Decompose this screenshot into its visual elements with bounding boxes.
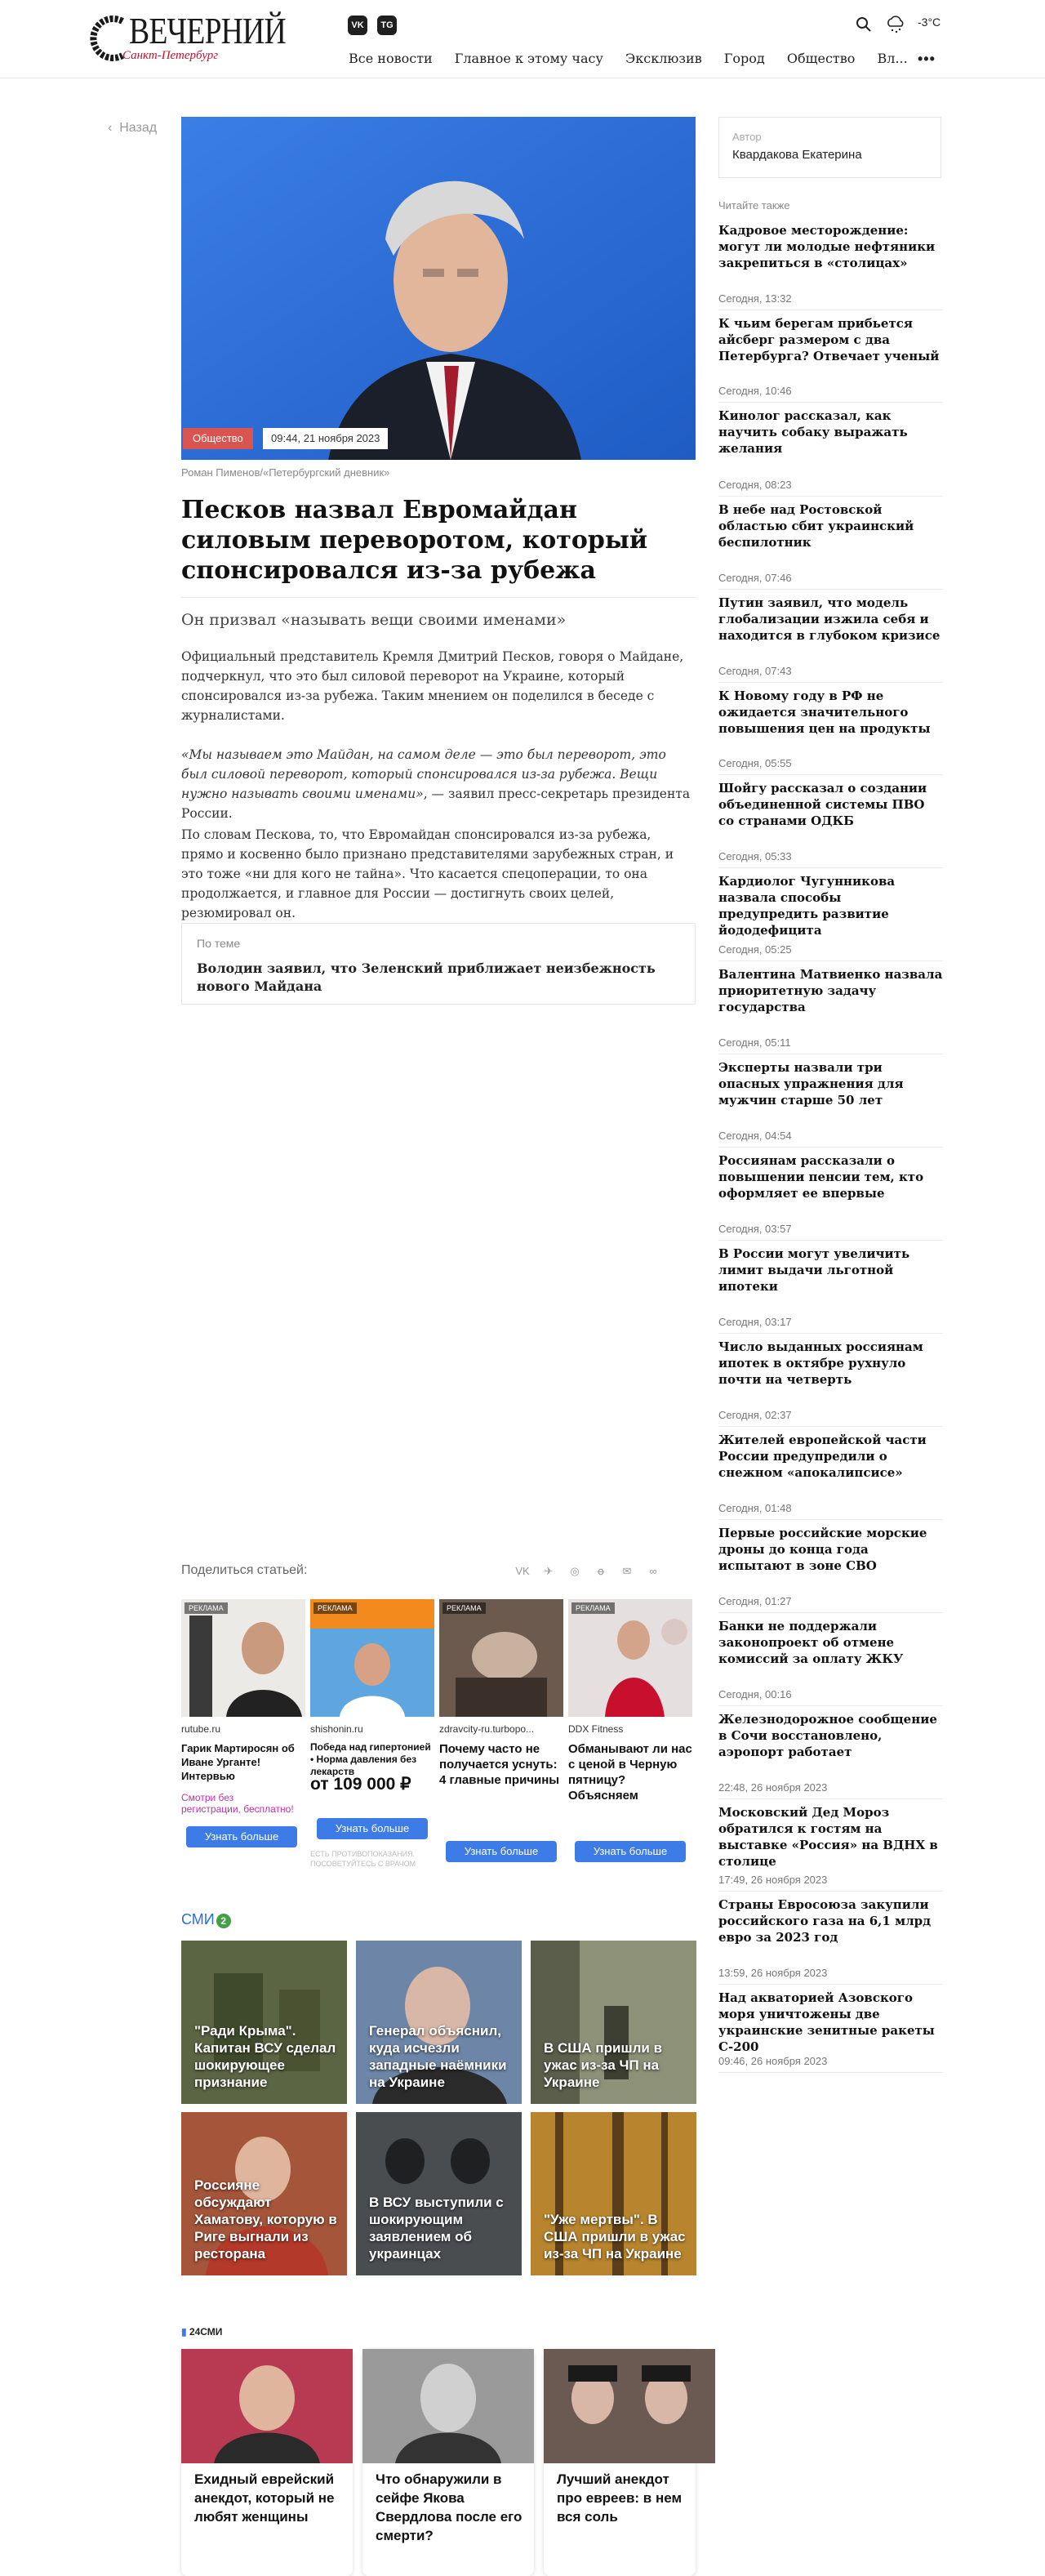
nav-item-power[interactable]: Вл... xyxy=(877,51,908,66)
vk-share-icon[interactable]: VK xyxy=(515,1565,530,1577)
smi24-widget-header xyxy=(181,2326,222,2338)
read-also-time: Сегодня, 04:54 xyxy=(718,1130,792,1142)
nav-item-main[interactable]: Главное к этому часу xyxy=(454,51,603,66)
read-also-item[interactable] xyxy=(718,222,943,310)
smi-tile[interactable] xyxy=(531,2112,696,2275)
ad-photo xyxy=(439,1599,563,1717)
read-also-time: Сегодня, 05:33 xyxy=(718,850,792,862)
vk-icon[interactable]: VK xyxy=(348,16,367,35)
back-link[interactable] xyxy=(108,121,157,136)
ad-learn-more-button[interactable]: Узнать больше xyxy=(446,1841,557,1862)
read-also-time: 09:46, 26 ноября 2023 xyxy=(718,2055,828,2067)
read-also-time: 17:49, 26 ноября 2023 xyxy=(718,1874,828,1886)
mail-share-icon[interactable]: ✉ xyxy=(622,1565,632,1577)
related-article[interactable] xyxy=(181,923,696,1005)
read-also-item[interactable] xyxy=(718,1990,943,2073)
read-also-title: Кардиолог Чугунникова назвала способы предупредить развитие йододефицита xyxy=(718,874,896,938)
main-nav xyxy=(349,51,908,74)
read-also-time: Сегодня, 03:17 xyxy=(718,1316,792,1328)
smi-tile[interactable] xyxy=(181,2112,347,2275)
nav-item-exclusive[interactable]: Эксклюзив xyxy=(625,51,702,66)
smi-count-badge: 2 xyxy=(216,1914,231,1928)
ad-image xyxy=(181,1599,305,1717)
smi-widget-header xyxy=(181,1911,231,1928)
ad-source: rutube.ru xyxy=(181,1723,221,1735)
publish-date: 09:44, 21 ноября 2023 xyxy=(263,428,388,449)
telegram-icon[interactable]: TG xyxy=(377,16,397,35)
read-also-time: Сегодня, 01:48 xyxy=(718,1502,792,1514)
read-also-time: Сегодня, 01:27 xyxy=(718,1595,792,1607)
article-quote-paragraph xyxy=(181,745,696,823)
read-also-item[interactable] xyxy=(718,1896,943,1985)
read-also-heading: Читайте также xyxy=(718,199,790,212)
read-also-title: В России могут увеличить лимит выдачи льготной ипотеки xyxy=(718,1246,910,1294)
read-also-title: Шойгу рассказал о создании объединенной системы ПВО со странами ОДКБ xyxy=(718,781,927,828)
read-also-title: Над акваторией Азовского моря уничтожены две украинские зенитные ракеты С-200 xyxy=(718,1990,935,2054)
read-also-item[interactable] xyxy=(718,501,943,590)
read-also-title: Россиянам рассказали о повышении пенсии тем, кто оформляет ее впервые xyxy=(718,1153,924,1201)
ad-source: DDX Fitness xyxy=(568,1723,624,1735)
article-title: Песков назвал Евромайдан силовым переворотом, который спонсировался из-за рубежа xyxy=(181,496,648,585)
ad-title: Победа над гипертонией • Норма давления без лекарств xyxy=(310,1741,431,1777)
read-also-item[interactable] xyxy=(718,873,943,961)
search-icon[interactable] xyxy=(856,16,872,33)
read-also-item[interactable] xyxy=(718,1432,943,1520)
ad-price: от 109 000 ₽ xyxy=(310,1775,411,1794)
ad-card[interactable] xyxy=(439,1599,563,1869)
read-also-title: Кадровое месторождение: могут ли молодые нефтяники закрепиться в «столицах» xyxy=(718,223,936,270)
read-also-time: 22:48, 26 ноября 2023 xyxy=(718,1781,828,1794)
card-image xyxy=(181,2349,353,2463)
smi24-card[interactable] xyxy=(181,2349,353,2576)
read-also-title: Кинолог рассказал, как научить собаку выражать желания xyxy=(718,408,908,456)
read-also-item[interactable] xyxy=(718,1618,943,1706)
ad-title: Почему часто не получается уснуть: 4 главные причины xyxy=(439,1742,560,1787)
ad-label: РЕКЛАМА xyxy=(571,1602,615,1614)
ad-learn-more-button[interactable]: Узнать больше xyxy=(186,1826,297,1847)
read-also-time: Сегодня, 07:43 xyxy=(718,665,792,677)
ad-image xyxy=(568,1599,692,1717)
ad-card[interactable] xyxy=(568,1599,692,1869)
smi-label: СМИ xyxy=(181,1911,215,1928)
tile-caption: "Уже мертвы". В США пришли в ужас из-за ЧП на Украине xyxy=(544,2212,686,2262)
read-also-time: 13:59, 26 ноября 2023 xyxy=(718,1967,828,1979)
smi-tile[interactable] xyxy=(531,1941,696,2104)
smi24-card[interactable] xyxy=(544,2349,696,2576)
read-also-time: Сегодня, 00:16 xyxy=(718,1688,792,1700)
read-also-item[interactable] xyxy=(718,1152,943,1241)
read-also-item[interactable] xyxy=(718,595,943,683)
read-also-title: Банки не поддержали законопроект об отмене комиссий за оплату ЖКУ xyxy=(718,1619,904,1666)
read-also-title: Число выданных россиянам ипотек в октябре рухнуло почти на четверть xyxy=(718,1339,923,1387)
telegram-share-icon[interactable]: ✈ xyxy=(544,1565,554,1577)
smi-tile[interactable] xyxy=(356,2112,522,2275)
read-also-title: Страны Евросоюза закупили российского газа на 6,1 млрд евро за 2023 год xyxy=(718,1897,932,1945)
nav-item-city[interactable]: Город xyxy=(723,51,765,66)
ad-label: РЕКЛАМА xyxy=(185,1602,228,1614)
article-lead: Он призвал «называть вещи своими именами» xyxy=(181,611,567,629)
card-title: Лучший анекдот про евреев: в нем вся соль xyxy=(557,2471,683,2525)
card-photo xyxy=(362,2349,534,2463)
read-also-item[interactable] xyxy=(718,780,943,868)
link-share-icon[interactable]: ∞ xyxy=(649,1565,657,1577)
smi-tile[interactable] xyxy=(356,1941,522,2104)
related-title: Володин заявил, что Зеленский приближает неизбежность нового Майдана xyxy=(197,960,656,994)
read-also-time: Сегодня, 05:25 xyxy=(718,943,792,956)
read-also-item[interactable] xyxy=(718,1804,943,1892)
card-title: Ехидный еврейский анекдот, который не любят женщины xyxy=(194,2471,335,2525)
logo-subtitle: Санкт-Петербург xyxy=(122,49,219,62)
read-also-time: Сегодня, 07:46 xyxy=(718,572,792,584)
ad-card[interactable] xyxy=(181,1599,305,1869)
read-also-time: Сегодня, 10:46 xyxy=(718,385,792,397)
site-logo[interactable] xyxy=(98,10,286,67)
tile-caption: В ВСУ выступили с шокирующим заявлением об украинцах xyxy=(369,2195,504,2262)
ad-title: Гарик Мартиросян об Иване Урганте! Интервью xyxy=(181,1742,295,1782)
share-label: Поделиться статьей: xyxy=(181,1563,308,1577)
read-also-time: Сегодня, 02:37 xyxy=(718,1409,792,1421)
ad-extra: Смотри без регистрации, бесплатно! xyxy=(181,1792,294,1815)
share-buttons xyxy=(506,1562,663,1581)
read-also-item[interactable] xyxy=(718,1246,943,1334)
read-also-item[interactable] xyxy=(718,408,943,497)
read-also-item[interactable] xyxy=(718,966,943,1054)
read-also-time: Сегодня, 05:11 xyxy=(718,1036,791,1049)
ad-photo xyxy=(181,1599,305,1717)
related-label: По теме xyxy=(197,937,241,950)
nav-item-society[interactable]: Общество xyxy=(786,51,856,66)
tile-caption: Россияне обсуждают Хаматову, которую в Риге выгнали из ресторана xyxy=(194,2177,337,2262)
tile-caption: В США пришли в ужас из-за ЧП на Украине xyxy=(544,2040,663,2090)
read-also-title: Железнодорожное сообщение в Сочи восстановлено, аэропорт работает xyxy=(718,1712,937,1759)
smi24-card[interactable] xyxy=(362,2349,534,2576)
ad-warning: ЕСТЬ ПРОТИВОПОКАЗАНИЯ. ПОСОВЕТУЙТЕСЬ С ВРАЧОМ xyxy=(310,1850,416,1868)
site-header xyxy=(0,0,1045,78)
odnoklassniki-share-icon[interactable]: ꝋ xyxy=(597,1565,605,1577)
ad-source: zdravcity-ru.turbopo... xyxy=(439,1723,535,1735)
read-also-item[interactable] xyxy=(718,1525,943,1613)
read-also-title: Первые российские морские дроны до конца года испытают в зоне СВО xyxy=(718,1526,927,1573)
quote-attribution: , — заявил пресс-секретарь президента России. xyxy=(181,787,691,821)
ad-photo xyxy=(568,1599,692,1717)
chevron-left-icon: ‹ xyxy=(108,121,120,135)
ad-title: Обманывают ли нас с ценой в Черную пятницу? Объясняем xyxy=(568,1742,692,1803)
ad-card[interactable] xyxy=(310,1599,434,1869)
hero-photo xyxy=(181,117,696,460)
read-also-item[interactable] xyxy=(718,1339,943,1427)
card-title: Что обнаружили в сейфе Якова Свердлова после его смерти? xyxy=(376,2471,522,2543)
read-also-title: Эксперты назвали три опасных упражнения для мужчин старше 50 лет xyxy=(718,1060,904,1108)
smi24-label: 24СМИ xyxy=(189,2326,223,2338)
ad-source: shishonin.ru xyxy=(310,1723,363,1735)
photo-credit: Роман Пименов/«Петербургский дневник» xyxy=(181,466,390,479)
author-name[interactable]: Квардакова Екатерина xyxy=(732,148,862,162)
ad-learn-more-button[interactable]: Узнать больше xyxy=(317,1818,428,1839)
tile-caption: "Ради Крыма". Капитан ВСУ сделал шокирующее признание xyxy=(194,2023,336,2090)
read-also-item[interactable] xyxy=(718,688,943,775)
read-also-title: К Новому году в РФ не ожидается значительного повышения цен на продукты xyxy=(718,689,931,736)
article-paragraph: По словам Пескова, то, что Евромайдан спонсировался из-за рубежа, прямо и косвенно было признано представителями зарубежных стран, и это тоже «ни для кого не тайна». Что касается спецоперации, то она продолжается, и главное для России — достигнуть своих целей, резюмировал он. xyxy=(181,827,674,920)
card-photo xyxy=(544,2349,715,2463)
whatsapp-share-icon[interactable]: ◎ xyxy=(570,1565,580,1577)
ad-image xyxy=(439,1599,563,1717)
read-also-time: Сегодня, 13:32 xyxy=(718,292,792,305)
logo-title: ВЕЧЕРНИЙ xyxy=(129,10,286,51)
author-box xyxy=(718,117,941,178)
ad-label: РЕКЛАМА xyxy=(314,1602,357,1614)
ad-photo xyxy=(310,1599,434,1717)
read-also-item[interactable] xyxy=(718,315,943,403)
divider xyxy=(181,597,696,598)
read-also-item[interactable] xyxy=(718,1711,943,1799)
read-also-title: Валентина Матвиенко назвала приоритетную задачу государства xyxy=(718,967,943,1014)
smi24-logo-icon: ▮ xyxy=(181,2326,187,2338)
tile-caption: Генерал объяснил, куда исчезли западные наёмники на Украине xyxy=(369,2023,507,2090)
cloud-snow-icon xyxy=(885,15,906,34)
ad-learn-more-button[interactable]: Узнать больше xyxy=(575,1841,686,1862)
read-also-time: Сегодня, 05:55 xyxy=(718,757,792,769)
card-photo xyxy=(181,2349,353,2463)
read-also-time: Сегодня, 03:57 xyxy=(718,1223,792,1235)
ad-label: РЕКЛАМА xyxy=(442,1602,486,1614)
read-also-title: К чьим берегам прибьется айсберг размером с два Петербурга? Отвечает ученый xyxy=(718,316,940,363)
article-quote: «Мы называем это Майдан, на самом деле — это был переворот, это был силовой переворот, который спонсировался из-за рубежа. Вещи нужно называть своими именами» xyxy=(181,747,666,801)
read-also-title: Жителей европейской части России предупредили о снежном «апокалипсисе» xyxy=(718,1433,927,1480)
card-image xyxy=(362,2349,534,2463)
ad-image xyxy=(310,1599,434,1717)
more-menu-icon[interactable]: ••• xyxy=(918,51,936,67)
read-also-title: Путин заявил, что модель глобализации изжила себя и находится в глубоком кризисе xyxy=(718,595,940,643)
read-also-title: Московский Дед Мороз обратился к гостям на выставке «Россия» на ВДНХ в столице xyxy=(718,1805,938,1869)
read-also-time: Сегодня, 08:23 xyxy=(718,479,792,491)
read-also-item[interactable] xyxy=(718,1059,943,1148)
author-label: Автор xyxy=(732,131,762,143)
article-paragraph: Официальный представитель Кремля Дмитрий Песков, говоря о Майдане, подчеркнул, что это был силовой переворот на Украине, который спонсировался из-за рубежа. Таким мнением он поделился в беседе с журналистами. xyxy=(181,649,684,723)
card-image xyxy=(544,2349,715,2463)
back-label: Назад xyxy=(119,121,158,135)
article-hero-image xyxy=(181,117,696,460)
read-also-title: В небе над Ростовской областью сбит украинский беспилотник xyxy=(718,502,914,550)
category-badge[interactable]: Общество xyxy=(183,428,253,449)
weather-temperature: -3°C xyxy=(918,16,941,29)
smi-tile[interactable] xyxy=(181,1941,347,2104)
nav-item-all-news[interactable]: Все новости xyxy=(349,51,433,66)
